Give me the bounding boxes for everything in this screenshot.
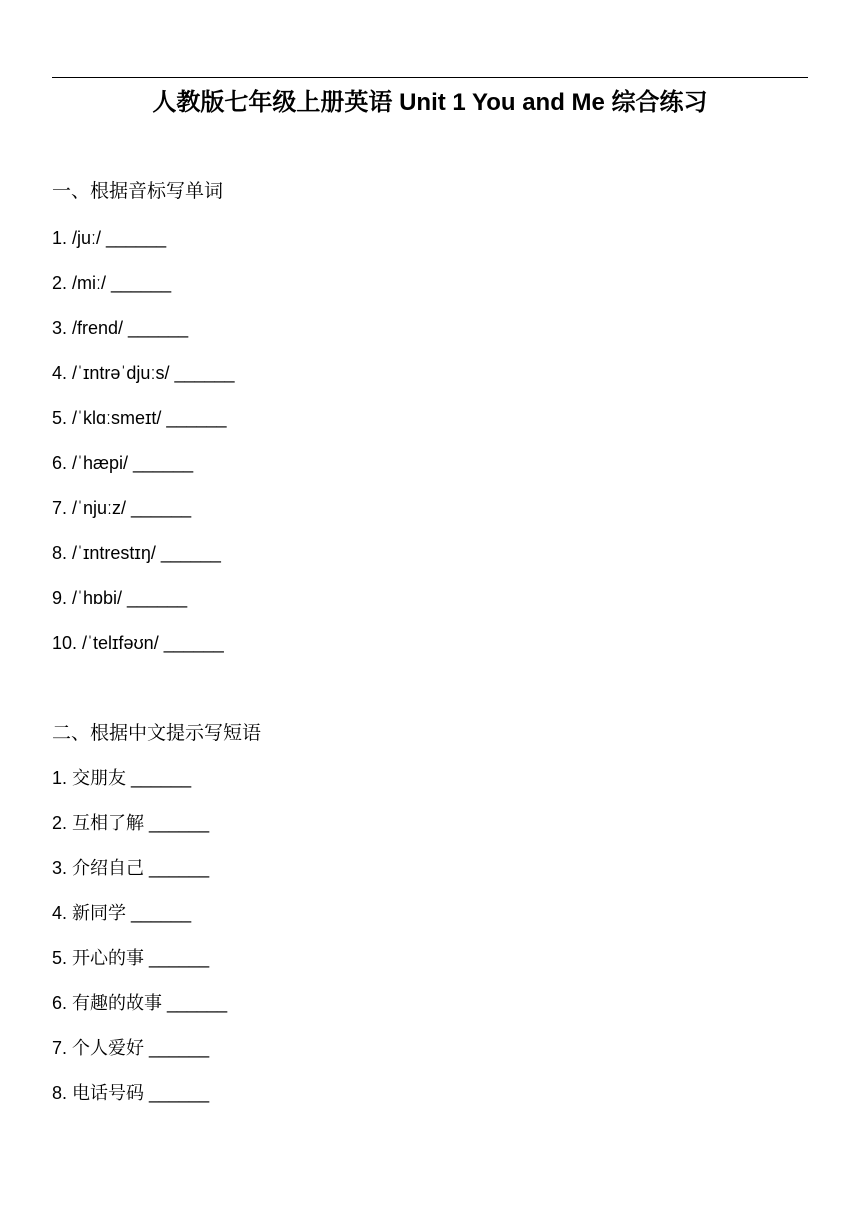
phonetic-item-2: 2. /miː/ ______ [52, 273, 172, 293]
phrase-item-1: 1. 交朋友 ______ [52, 768, 192, 788]
phonetic-item-6: 6. /ˈhæpi/ ______ [52, 453, 194, 473]
phonetic-item-10: 10. /ˈtelɪfəʊn/ ______ [52, 633, 224, 653]
phrase-item-2: 2. 互相了解 ______ [52, 813, 210, 833]
phonetic-item-9: 9. /ˈhɒbi/ ______ [52, 588, 188, 608]
section-heading-phrases: 二、根据中文提示写短语 [52, 722, 262, 744]
header-rule [52, 77, 808, 78]
phrase-item-4: 4. 新同学 ______ [52, 903, 192, 923]
phonetic-item-8: 8. /ˈɪntrestɪŋ/ ______ [52, 543, 221, 563]
phonetic-item-7: 7. /ˈnjuːz/ ______ [52, 498, 192, 518]
phrase-item-8: 8. 电话号码 ______ [52, 1083, 210, 1103]
phonetic-item-4: 4. /ˈɪntrəˈdjuːs/ ______ [52, 363, 235, 383]
section-heading-phonetics: 一、根据音标写单词 [52, 180, 224, 202]
phrase-item-3: 3. 介绍自己 ______ [52, 858, 210, 878]
phonetic-item-5: 5. /ˈklɑːsmeɪt/ ______ [52, 408, 227, 428]
phrase-item-5: 5. 开心的事 ______ [52, 948, 210, 968]
phrase-item-7: 7. 个人爱好 ______ [52, 1038, 210, 1058]
phonetic-item-1: 1. /juː/ ______ [52, 228, 167, 248]
page-title: 人教版七年级上册英语 Unit 1 You and Me 综合练习 [152, 89, 708, 116]
phonetic-item-3: 3. /frend/ ______ [52, 318, 189, 338]
phrase-item-6: 6. 有趣的故事 ______ [52, 993, 228, 1013]
